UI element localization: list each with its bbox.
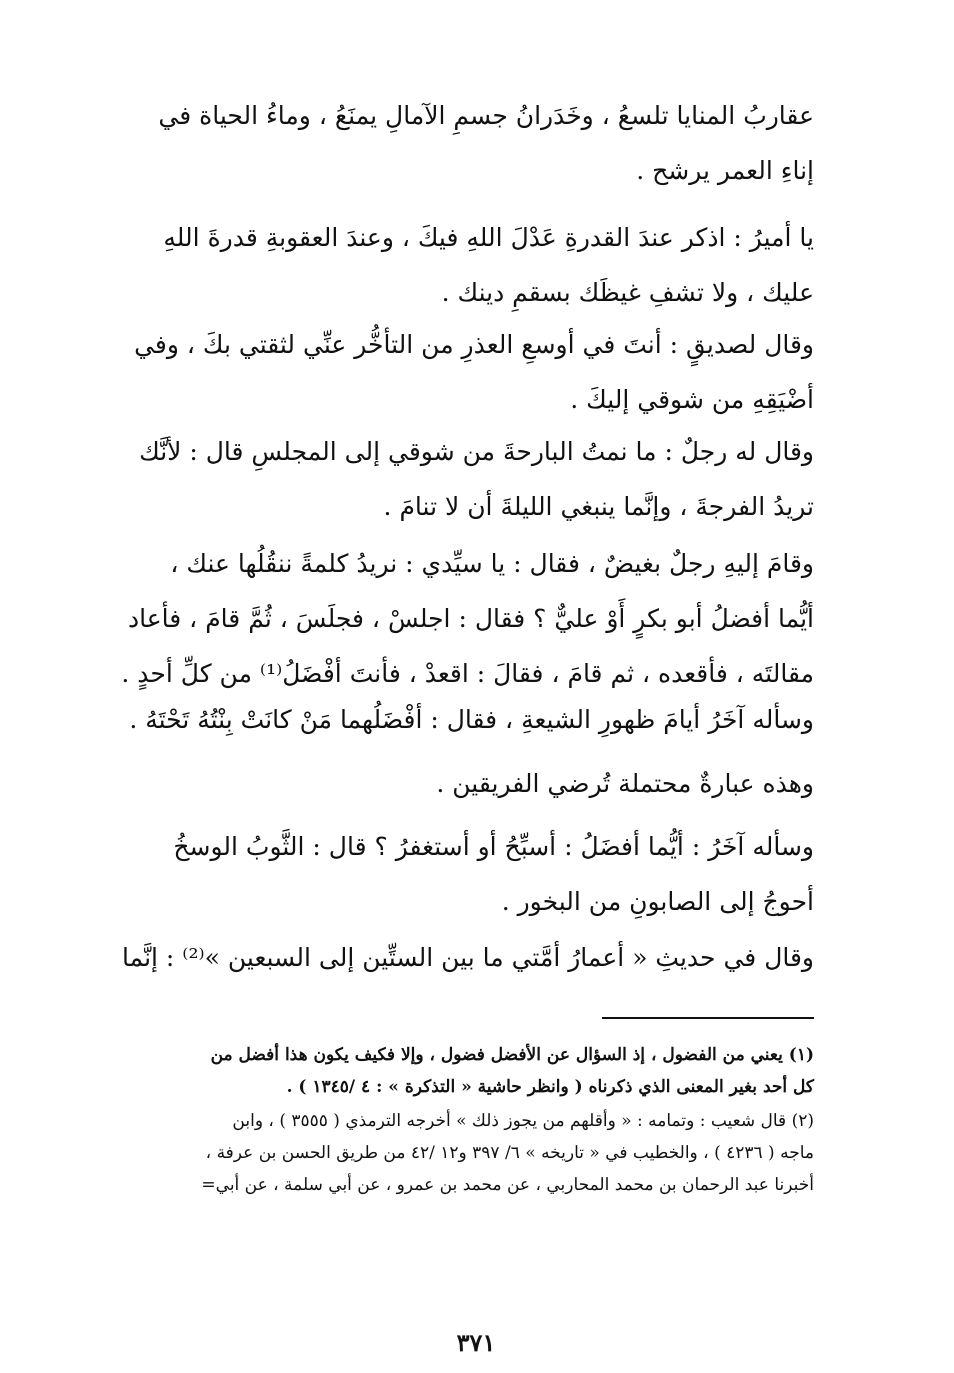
footnote-1 (138, 1039, 814, 1103)
footnote-line: ماجه ( ٤٢٣٦ ) ، والخطيب في « تاريخه » ٦/ ٣٩٧ و١٢ /٤٢ من طريق الحسن بن عرفة ، (205, 1143, 814, 1163)
paragraph-shia-days (129, 692, 814, 747)
paragraph-did-not-sleep (138, 424, 814, 534)
text-line: وهذه عبارةٌ محتملة تُرضي الفريقين . (436, 769, 814, 798)
text-line: إناءِ العمر يرشح . (636, 156, 814, 185)
paragraph-who-is-better (121, 536, 814, 701)
text-line: وقال له رجلٌ : ما نمتُ البارحةَ من شوقي إلى المجلسِ قال : لأنَّك (139, 437, 814, 466)
footnote-divider (602, 1017, 814, 1019)
footnote-line: كل أحد بغير المعنى الذي ذكرناه ( وانظر حاشية « التذكرة » : ٤ /١٣٤٥ ) . (286, 1077, 814, 1097)
text-line: أضْيَقِهِ من شوقي إليكَ . (570, 385, 814, 414)
footnote-line: (١) يعني من الفضول ، إذ السؤال عن الأفضل فضول ، وإلا فكيف يكون هذا أفضل من (210, 1045, 814, 1065)
text-line: عليك ، ولا تشفِ غيظَك بسقمِ دينك . (441, 278, 814, 307)
paragraph-o-prince (138, 210, 814, 320)
text-line: مقالتَه ، فأقعده ، ثم قامَ ، فقالَ : اقعدْ ، فأنتَ أفْضَلُ⁽¹⁾ من كلِّ أحدٍ . (121, 659, 814, 688)
footnote-2 (138, 1105, 814, 1201)
text-line: تريدُ الفرجةَ ، وإنَّما ينبغي الليلةَ أن لا تنامَ . (383, 492, 814, 521)
paragraph-hadith-ages (122, 930, 814, 985)
text-line: يا أميرُ : اذكر عندَ القدرةِ عَدْلَ اللهِ فيكَ ، وعندَ العقوبةِ قدرةَ اللهِ (163, 223, 814, 252)
page-number: ٣٧١ (456, 1328, 496, 1357)
footnote-line: (٢) قال شعيب : وتمامه : « وأقلهم من يجوز ذلك » أخرجه الترمذي ( ٣٥٥٥ ) ، وابن (232, 1111, 814, 1131)
book-page (121, 88, 814, 1357)
paragraph-scorpions-of-death (138, 88, 814, 198)
text-line: وقال لصديقٍ : أنتَ في أوسعِ العذرِ من التأخُّر عنِّي لثقتي بكَ ، وفي (134, 330, 814, 359)
text-line: أيُّما أفضلُ أبو بكرٍ أَوْ عليٌّ ؟ فقال : اجلسْ ، فجلَسَ ، ثُمَّ قامَ ، فأعاد (128, 604, 814, 633)
paragraph-ambiguous-phrase (138, 756, 814, 811)
footnote-line: أخبرنا عبد الرحمان بن محمد المحاربي ، عن محمد بن عمرو ، عن أبي سلمة ، عن أبي= (201, 1175, 814, 1195)
text-line: وقامَ إليهِ رجلٌ بغيضٌ ، فقال : يا سيِّدي : نريدُ كلمةً ننقُلُها عنك ، (170, 549, 814, 578)
text-line: أحوجُ إلى الصابونِ من البخور . (501, 887, 814, 916)
text-line: وسأله آخَرُ أيامَ ظهورِ الشيعةِ ، فقال : أفْضَلُهما مَنْ كانَتْ بِنْتُهُ تَحْتَهُ . (129, 705, 814, 734)
text-line: عقاربُ المنايا تلسعُ ، وخَدَرانُ جسمِ الآمالِ يمنَعُ ، وماءُ الحياة في (158, 101, 814, 130)
paragraph-to-a-friend (134, 317, 814, 427)
text-line: وسأله آخَرُ : أيُّما أفضَلُ : أسبِّحُ أو أستغفرُ ؟ قال : الثَّوبُ الوسخُ (173, 832, 814, 861)
paragraph-soap-incense (138, 819, 814, 929)
text-line: وقال في حديثِ « أعمارُ أمَّتي ما بين الستِّين إلى السبعين »⁽²⁾ : إنَّما (122, 943, 814, 972)
